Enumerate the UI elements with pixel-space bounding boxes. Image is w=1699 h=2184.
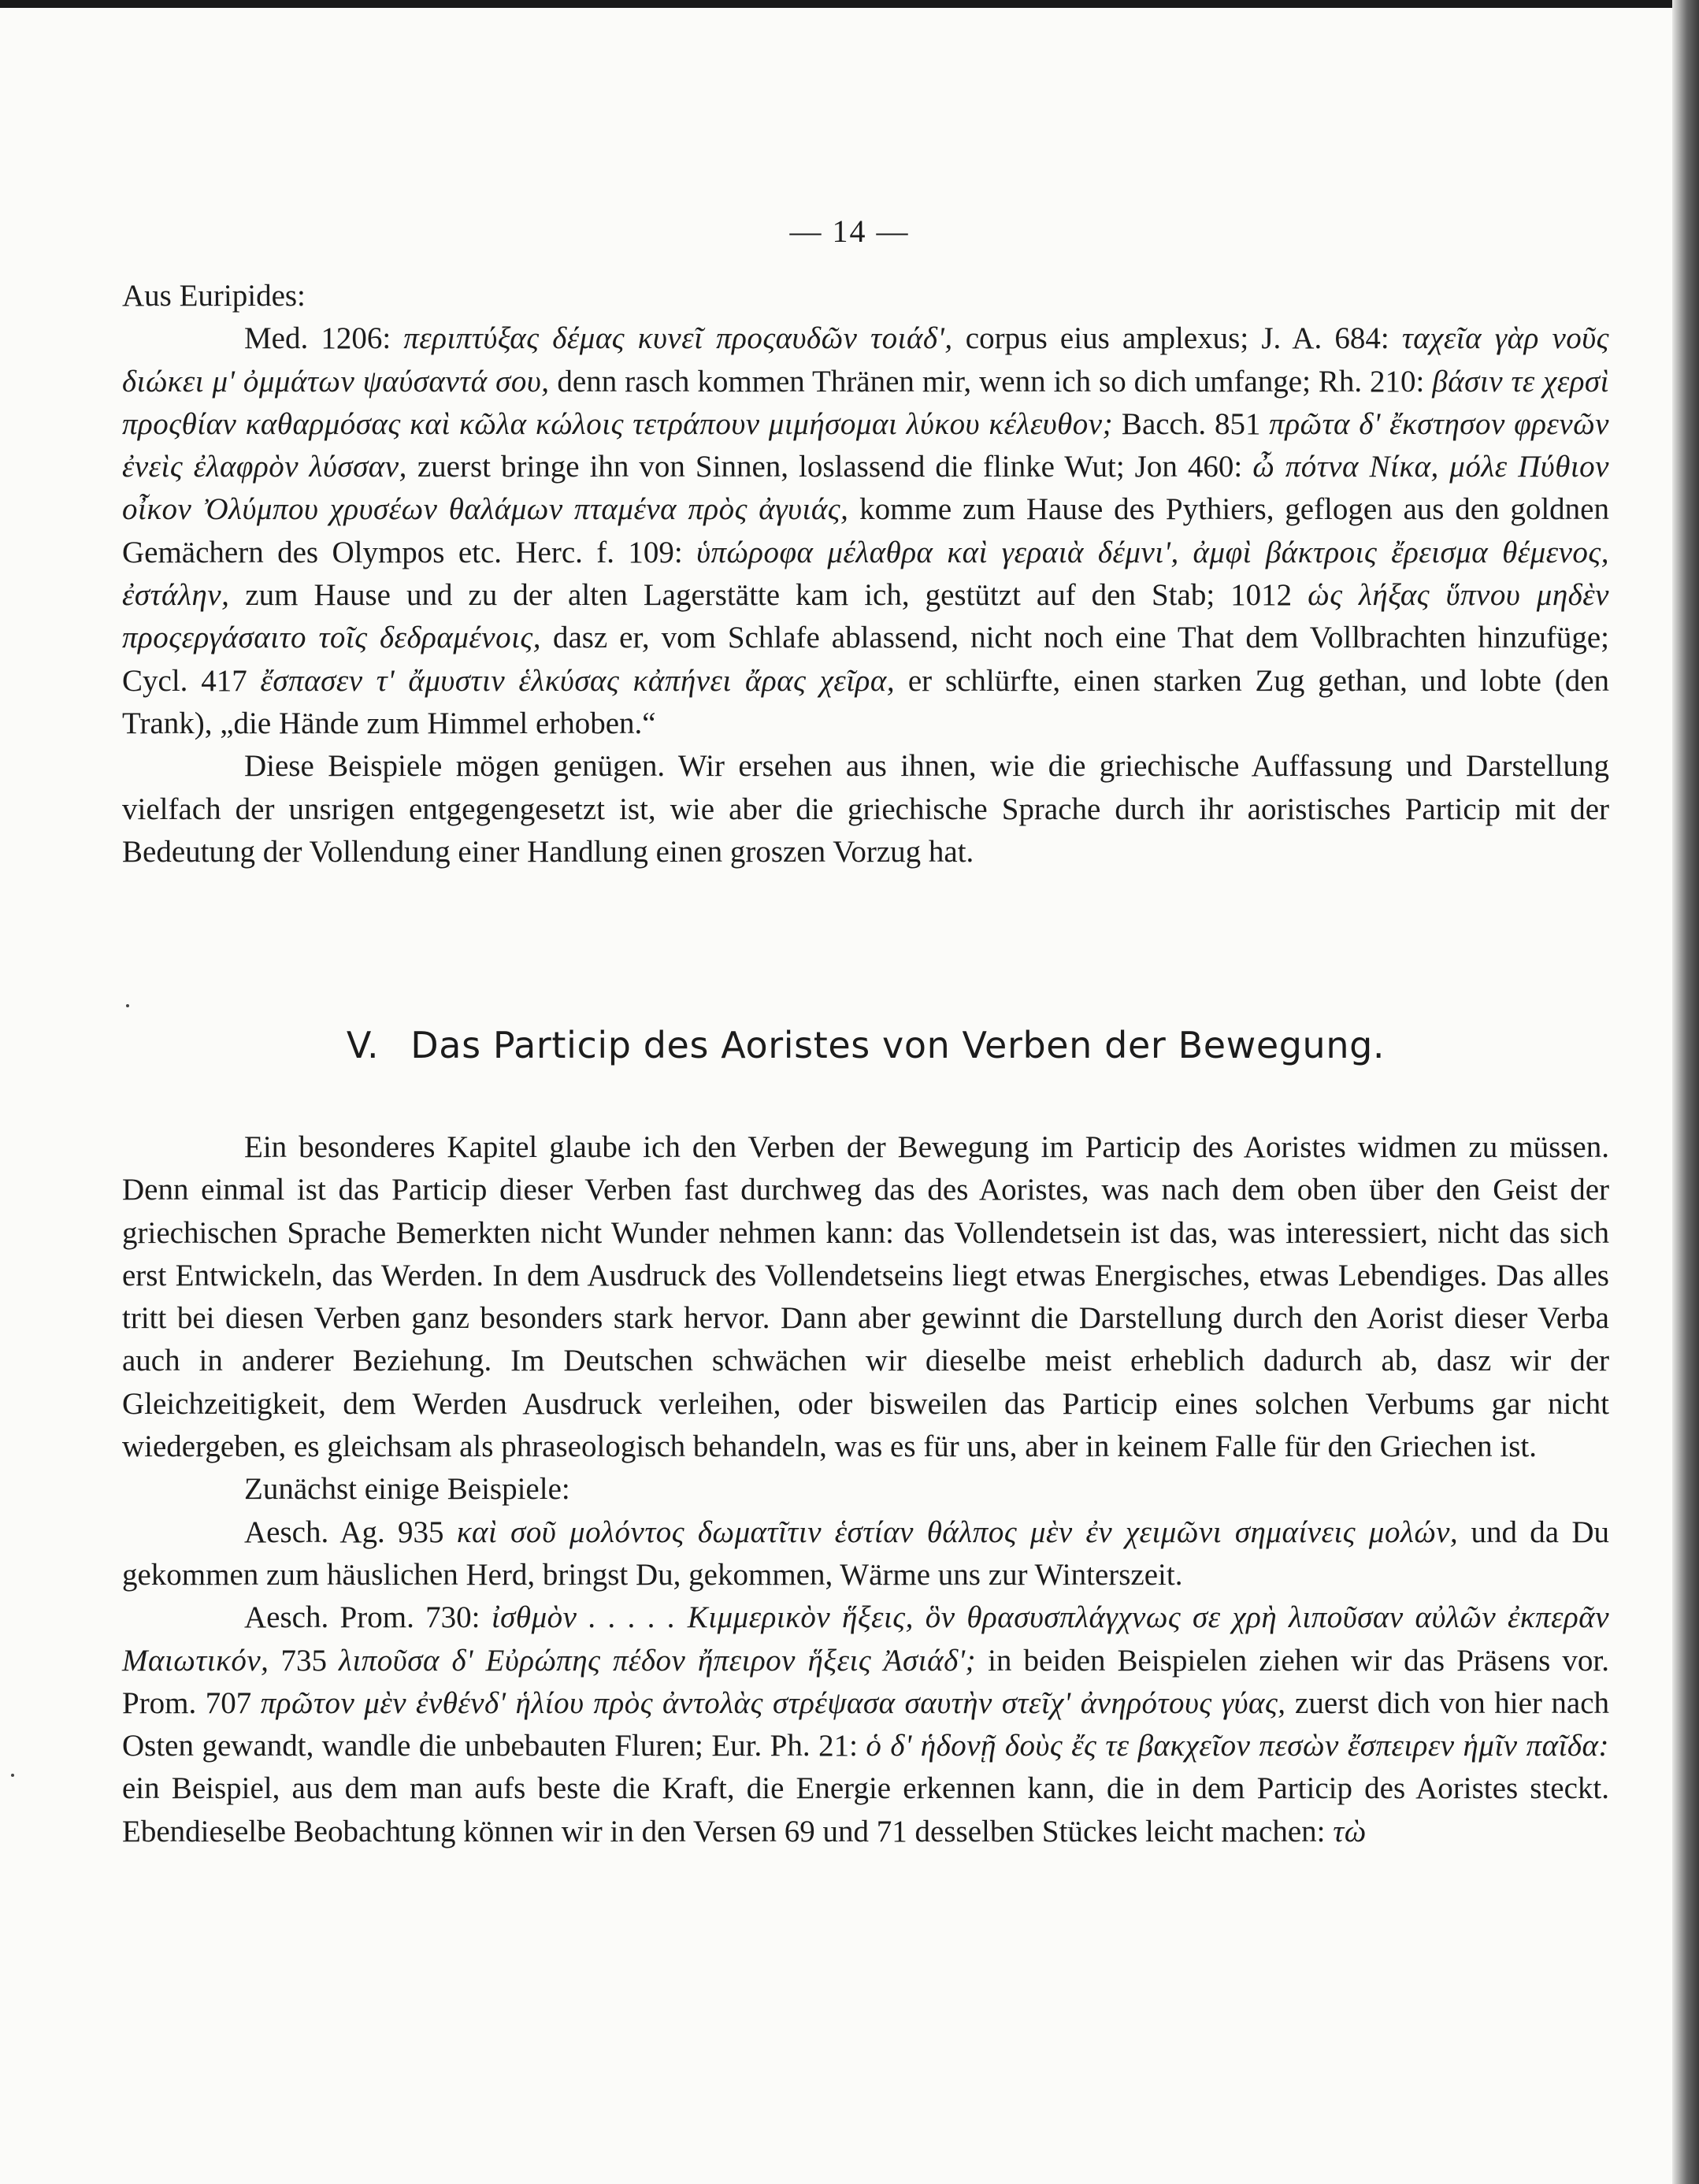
greek-quote: τὼ [1333,1814,1367,1848]
scan-speck [126,1004,129,1007]
greek-quote: βάσιν τε χερσὶ προςθίαν καθαρμόσας καὶ κῶλα κώλοις τετράπουν μιμήσομαι λύκου κέλευθον; [122,364,1609,441]
text-block-top [122,275,1609,873]
greek-quote: περιπτύξας δέμας κυνεῖ προςαυδῶν τοιάδ', [403,321,953,356]
paragraph-aeschylus-prom [122,1596,1609,1853]
paragraph-examples-intro: Zunächst einige Beispiele: [244,1472,570,1507]
greek-quote: ὡς λήξας ὕπνου μηδὲν προςεργάσαιτο τοῖς δεδραμένοις, [122,578,1609,655]
paragraph-conclusion: Diese Beispiele mögen genügen. Wir ersehen aus ihnen, wie die griechische Auffassung und Darstellung vielfach der unsrigen entgegengesetzt ist, wie aber die griechische Sprache durch ihr aoristisches Particip mit der Bedeutung der Vollendung einer Handlung einen groszen Vorzug hat. [122,749,1609,869]
greek-quote: ἰσθμὸν . . . . . Κιμμερικὸν ἥξεις, ὃν θρασυσπλάγχνως σε χρὴ λιποῦσαν αὐλῶν ἐκπερᾶν Μαιωτικόν, [122,1600,1610,1678]
intro-line: Aus Euripides: [122,279,306,313]
text-run: Bacch. 851 [1113,406,1270,441]
section-number: V. [346,1024,380,1066]
greek-quote: ἔσπασεν τ' ἄμυστιν ἑλκύσας κἀπήνει ἄρας χεῖρα, [260,663,896,698]
text-run: Aesch. Ag. 935 [244,1515,457,1549]
paragraph-chapter-intro: Ein besonderes Kapitel glaube ich den Verben der Bewegung im Particip des Aoristes widmen zu müssen. Denn einmal ist das Particip dieser Verben fast durchweg das des Aoristes, was nach dem oben über den Geist der griechischen Sprache Bemerkten nicht Wunder nehmen kann: das Vollendetsein ist das, was interessiert, nicht das sich erst Entwickeln, das Werden. In dem Ausdruck des Vollendetseins liegt etwas Energisches, etwas Lebendiges. Das alles tritt bei diesen Verben ganz besonders stark hervor. Dann aber gewinnt die Darstellung durch den Aorist dieser Verba auch in anderer Beziehung. Im Deutschen schwächen wir dieselbe meist erheblich dadurch ab, dasz wir der Gleichzeitigkeit, dem Werden Ausdruck verleihen, oder bisweilen das Particip eines solchen Verbums gar nicht wiedergeben, es gleichsam als phraseologisch behandeln, was es für uns, aber in keinem Falle für den Griechen ist. [122,1130,1609,1464]
text-run: komme zum Hause des Pythiers, geflogen aus den goldnen Gemächern des Olympos etc. Herc. f. 109: [122,492,1609,569]
text-run: zuerst bringe ihn von Sinnen, loslassend die flinke Wut; Jon 460: [406,450,1253,484]
greek-quote: ταχεῖα γὰρ νοῦς διώκει μ' ὀμμάτων ψαύσαντά σου, [122,321,1610,399]
section-heading [122,1024,1609,1066]
top-scan-border [0,0,1699,8]
section-title: Das Particip des Aoristes von Verben der Bewegung. [410,1024,1386,1066]
text-run: denn rasch kommen Thränen mir, wenn ich so dich umfange; Rh. 210: [549,364,1433,399]
text-block-body [122,1126,1609,1853]
paragraph-examples [122,317,1609,745]
text-run: in beiden Beispielen ziehen wir das Präsens vor. Prom. 707 [122,1643,1609,1720]
greek-quote: καὶ σοῦ μολόντος δωματῖτιν ἑστίαν θάλπος μὲν ἐν χειμῶνι σημαίνεις μολών, [456,1515,1459,1549]
greek-quote: πρῶτα δ' ἔκστησον φρενῶν ἐνεὶς ἐλαφρὸν λύσσαν, [122,406,1609,484]
greek-quote: ὑπώροφα μέλαθρα καὶ γεραιὰ δέμνι', ἀμφὶ βάκτροις ἔρεισμα θέμενος, ἐστάλην, [122,535,1609,613]
text-run: zum Hause und zu der alten Lagerstätte kam ich, gestützt auf den Stab; 1012 [229,578,1308,613]
text-run: Aesch. Prom. 730: [244,1600,492,1635]
paragraph-aeschylus-ag [122,1511,1609,1597]
greek-quote: πρῶτον μὲν ἐνθένδ' ἡλίου πρὸς ἀντολὰς στρέψασα σαυτὴν στεῖχ' ἀνηρότους γύας, [260,1685,1286,1720]
text-run: zuerst dich von hier nach Osten gewandt, wandle die unbebauten Fluren; Eur. Ph. 21: [122,1685,1610,1763]
text-run: und da Du gekommen zum häuslichen Herd, bringst Du, gekommen, Wärme uns zur Winterszeit. [122,1515,1609,1592]
scan-speck [11,1774,14,1777]
text-run: dasz er, vom Schlafe ablassend, nicht noch eine That dem Vollbrachten hinzufüge; Cycl. 417 [122,621,1609,698]
text-run: ein Beispiel, aus dem man aufs beste die Kraft, die Energie erkennen kann, die in dem Particip des Aoristes steckt. Ebendieselbe Beobachtung können wir in den Versen 69 und 71 desselben Stückes leicht machen: [122,1771,1609,1848]
greek-quote: ὁ δ' ἡδονῇ δοὺς ἔς τε βακχεῖον πεσὼν ἔσπειρεν ἡμῖν παῖδα: [866,1729,1609,1763]
page-edge-shadow [1672,0,1699,2184]
text-run: er schlürfte, einen starken Zug gethan, und lobte (den Trank), „die Hände zum Himmel erhoben.“ [122,663,1609,740]
greek-quote: λιποῦσα δ' Εὐρώπης πέδον ἤπειρον ἥξεις Ἀσιάδ'; [339,1643,977,1678]
text-run: corpus eius amplexus; J. A. 684: [952,321,1402,356]
page-number: — 14 — [789,213,910,249]
text-run: Med. 1206: [244,321,404,356]
text-run: 735 [269,1643,339,1678]
greek-quote: ὦ πότνα Νίκα, μόλε Πύθιον οἶκον Ὀλύμπου χρυσέων θαλάμων πταμένα πρὸς ἀγυιάς, [122,450,1609,527]
